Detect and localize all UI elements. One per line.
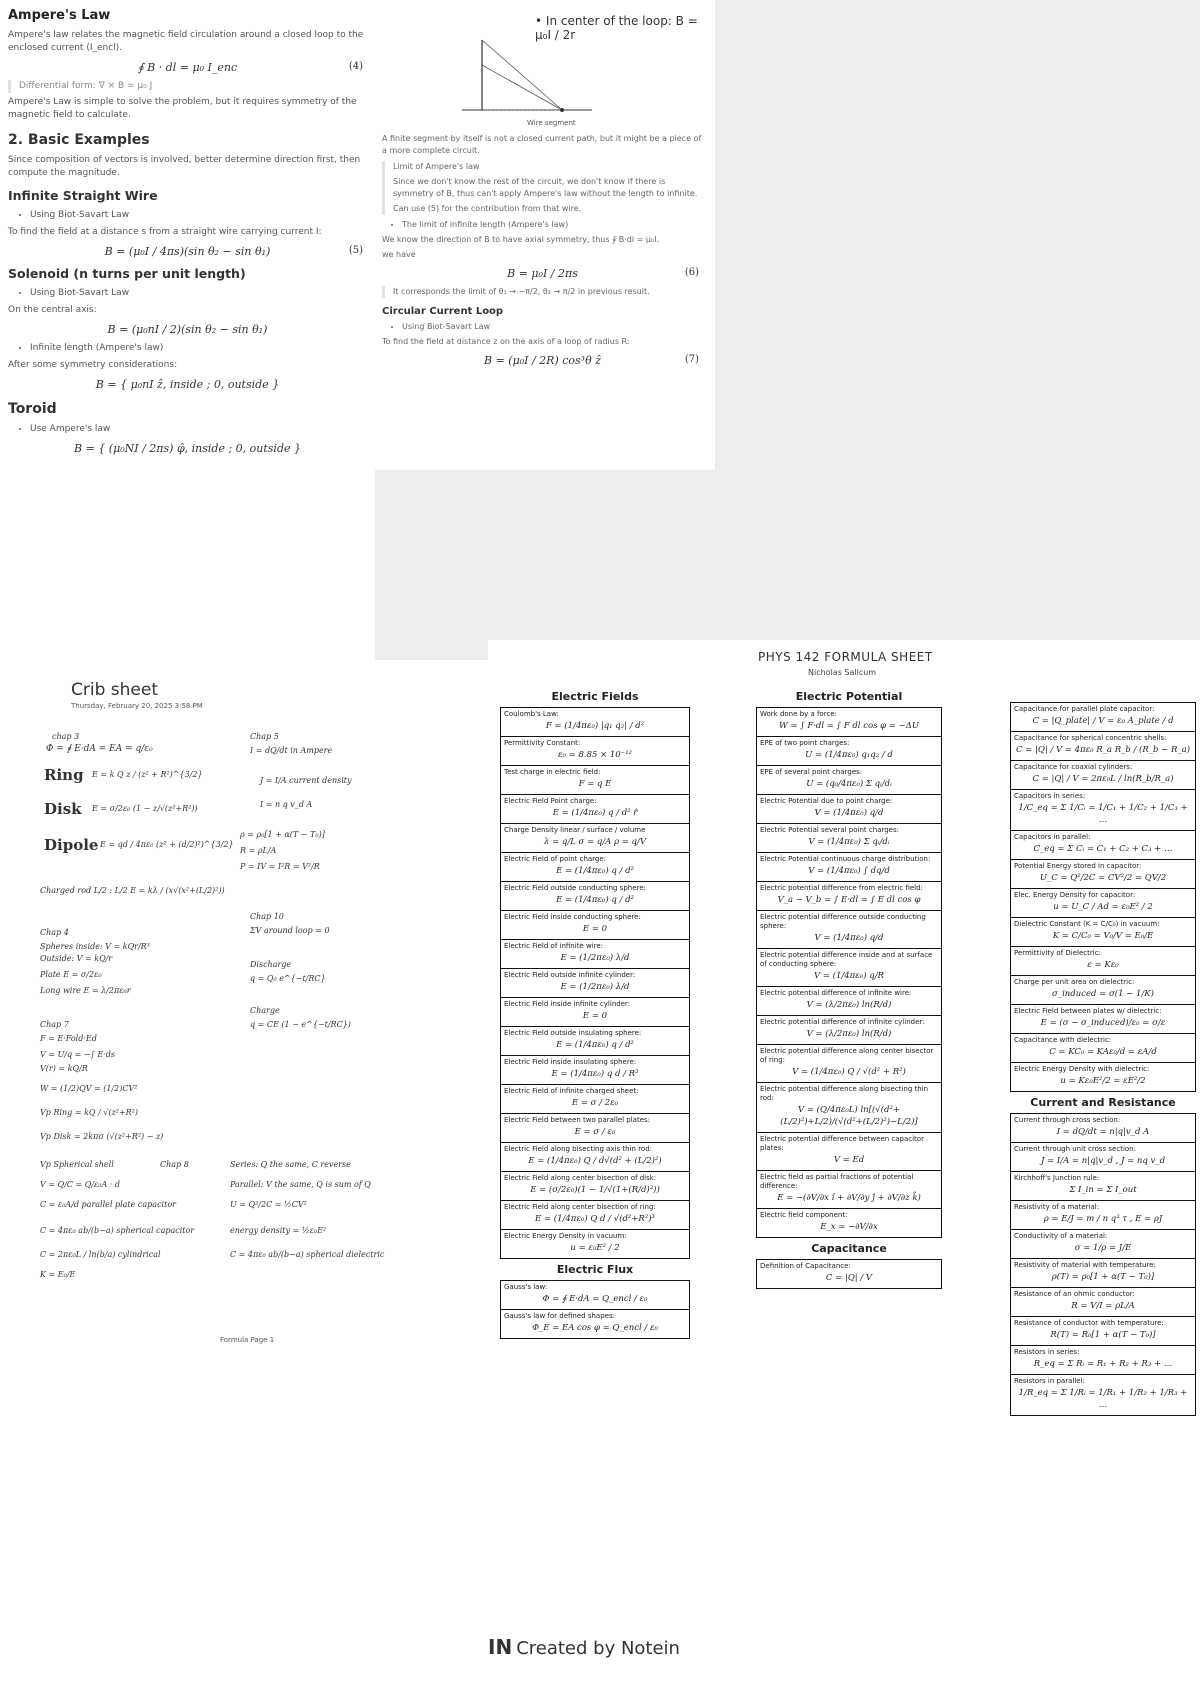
electric-flux-box xyxy=(500,1280,690,1339)
formula-label: Electric Energy Density in vacuum: xyxy=(504,1232,627,1240)
heading-circular-loop: Circular Current Loop xyxy=(382,306,504,317)
formula-expression: E = (1/4πε₀) q d / R³ xyxy=(551,1069,639,1079)
formula-label: Resistors in parallel: xyxy=(1014,1377,1085,1385)
handwritten-ring: Ring xyxy=(44,766,84,784)
formula-label: Capacitance with dielectric: xyxy=(1014,1036,1112,1044)
formula-row xyxy=(757,911,941,949)
handwritten-k: K = E₀/E xyxy=(40,1270,76,1279)
handwritten-vp-disk: Vp Disk = 2kπσ (√(z²+R²) − z) xyxy=(40,1132,164,1141)
formula-label: Resistivity of material with temperature: xyxy=(1014,1261,1156,1269)
equation-4: ∮ B · dl = μ₀ I_enc (4) xyxy=(137,61,363,74)
handwritten-plate: Plate E = σ/2ε₀ xyxy=(40,970,102,979)
formula-label: Permittivity Constant: xyxy=(504,739,581,747)
formula-expression: C = |Q| / V = 2πε₀L / ln(R_b/R_a) xyxy=(1032,774,1174,784)
heading-capacitance: Capacitance xyxy=(811,1242,887,1255)
handwritten-chap3: chap 3 xyxy=(52,732,80,741)
formula-row xyxy=(501,940,689,969)
formula-label: Coulomb's Law: xyxy=(504,710,559,718)
handwritten-c-sphere: C = 4πε₀ ab/(b−a) spherical dielectric xyxy=(230,1250,385,1259)
formula-row xyxy=(757,1045,941,1083)
formula-expression: I = dQ/dt = n|q|v_d A xyxy=(1056,1127,1150,1137)
formula-row xyxy=(1011,1172,1195,1201)
handwritten-spherical: C = 4πε₀ ab/(b−a) spherical capacitor xyxy=(40,1226,195,1235)
notein-watermark: IN Created by Notein xyxy=(488,1635,680,1659)
handwritten-disk: Disk xyxy=(44,800,82,818)
formula-row xyxy=(1011,1114,1195,1143)
handwritten-vp-ring: Vp Ring = kQ / √(z²+R²) xyxy=(40,1108,138,1117)
formula-expression: E = σ / ε₀ xyxy=(574,1127,616,1137)
formula-row xyxy=(1011,790,1195,831)
formula-expression: 1/R_eq = Σ 1/Rᵢ = 1/R₁ + 1/R₂ + 1/R₃ + … xyxy=(1018,1388,1188,1410)
crib-sheet-date: Thursday, February 20, 2025 3:58 PM xyxy=(71,702,203,710)
equation-7: B = (μ₀I / 2R) cos³θ ẑ (7) xyxy=(483,354,699,367)
handwritten-current: I = dQ/dt in Ampere xyxy=(250,746,333,755)
formula-label: Electric Potential several point charges: xyxy=(760,826,899,834)
formula-label: Electric Field inside conducting sphere: xyxy=(504,913,641,921)
formula-row xyxy=(1011,1288,1195,1317)
formula-row xyxy=(501,1310,689,1338)
formula-row xyxy=(757,1016,941,1045)
heading-current-resistance: Current and Resistance xyxy=(1030,1096,1176,1109)
formula-expression: E = (1/2πε₀) λ/d xyxy=(560,953,630,963)
handwritten-long-wire: Long wire E = λ/2πε₀r xyxy=(40,986,131,995)
formula-label: Electric Field of infinite charged sheet: xyxy=(504,1087,639,1095)
formula-label: Electric Energy Density with dielectric: xyxy=(1014,1065,1150,1073)
callout-limit-amperes xyxy=(382,161,703,215)
formula-expression: E = (1/4πε₀) q / d² xyxy=(556,866,634,876)
formula-expression: ρ = E/J = m / n q² τ , E = ρJ xyxy=(1043,1214,1163,1224)
formula-row xyxy=(501,1172,689,1201)
formula-label: Electric Field along bisecting axis thin rod: xyxy=(504,1145,652,1153)
formula-label: Resistance of an ohmic conductor: xyxy=(1014,1290,1135,1298)
handwritten-parallel: Parallel: V the same, Q is sum of Q xyxy=(230,1180,371,1189)
handwritten-chap8: Chap 8 xyxy=(160,1160,189,1169)
formula-expression: V = (λ/2πε₀) ln(R/d) xyxy=(806,1029,892,1039)
crib-sheet-title: Crib sheet xyxy=(71,680,158,700)
formula-row xyxy=(1011,1034,1195,1063)
formula-row xyxy=(1011,1375,1195,1415)
formula-expression: ε₀ = 8.85 × 10⁻¹² xyxy=(557,750,633,760)
column-electric-potential xyxy=(756,690,942,1289)
formula-row xyxy=(1011,732,1195,761)
solenoid-equation: B = (μ₀nI / 2)(sin θ₂ − sin θ₁) xyxy=(107,323,268,336)
formula-expression: Φ_E = EA cos φ = Q_encl / ε₀ xyxy=(532,1323,658,1333)
bullet-use-amperes-law: • Use Ampere's law xyxy=(30,423,367,436)
formula-expression: u = U_C / Ad = ε₀E² / 2 xyxy=(1053,902,1153,912)
formula-row xyxy=(501,998,689,1027)
formula-expression: ρ(T) = ρ₀[1 + α(T − T₀)] xyxy=(1051,1272,1155,1282)
handwritten-drift: I = n q v_d A xyxy=(260,800,313,809)
handwritten-dipole: Dipole xyxy=(44,836,99,854)
formula-label: Electric Field inside insulating sphere: xyxy=(504,1058,637,1066)
formula-label: Electric potential difference along bisecting thin rod: xyxy=(760,1085,929,1102)
callout-footer: Can use (5) for the contribution from that wire. xyxy=(393,204,582,213)
formula-label: Gauss's law: xyxy=(504,1283,548,1291)
formula-label: Capacitors in series: xyxy=(1014,792,1086,800)
we-have-text: we have xyxy=(382,250,416,259)
formula-expression: 1/C_eq = Σ 1/Cᵢ = 1/C₁ + 1/C₂ + 1/C₃ + … xyxy=(1018,803,1188,825)
formula-expression: E = (σ/2ε₀)(1 − 1/√(1+(R/d)²)) xyxy=(530,1185,660,1195)
formula-label: Electric field as partial fractions of potential difference: xyxy=(760,1173,914,1190)
formula-label: Permittivity of Dielectric: xyxy=(1014,949,1101,957)
formula-label: Work done by a force: xyxy=(760,710,837,718)
column-electric-fields xyxy=(500,690,690,1339)
formula-row xyxy=(501,795,689,824)
formula-expression: u = ε₀E² / 2 xyxy=(570,1243,620,1253)
formula-row xyxy=(1011,1346,1195,1375)
formula-label: Electric field component: xyxy=(760,1211,848,1219)
formula-row xyxy=(757,1260,941,1288)
formula-expression: U = (q₀/4πε₀) Σ qᵢ/dᵢ xyxy=(806,779,892,789)
formula-expression: K = C/C₀ = V₀/V = E₀/E xyxy=(1052,931,1154,941)
capacitance-definition-box xyxy=(756,1259,942,1289)
notein-logo-icon: IN xyxy=(488,1635,513,1659)
handwritten-potential: V = U/q = −∫ E·ds xyxy=(40,1050,115,1059)
heading-infinite-wire: Infinite Straight Wire xyxy=(8,188,158,203)
handwritten-series: Series: Q the same, C reverse xyxy=(230,1160,351,1169)
callout-body: Since we don't know the rest of the circuit, we don't know if there is symmetry of B, thus can't apply Ampere's law without the length to infinite. xyxy=(393,177,698,198)
formula-expression: U_C = Q²/2C = CV²/2 = QV/2 xyxy=(1039,873,1167,883)
formula-expression: E = (1/4πε₀) q / d² xyxy=(556,1040,634,1050)
formula-expression: E = (1/4πε₀) q / d² xyxy=(556,895,634,905)
formula-row xyxy=(757,708,941,737)
formula-row xyxy=(501,1201,689,1230)
handwritten-v-r: V(r) = kQ/R xyxy=(40,1064,88,1073)
handwritten-spheres: Spheres inside: V = kQr/R³ xyxy=(40,942,150,951)
handwritten-resistance: R = ρL/A xyxy=(240,846,277,855)
formula-label: Charge Density linear / surface / volume xyxy=(504,826,646,834)
formula-row xyxy=(501,1027,689,1056)
handwritten-charge-eq: q = CE (1 − e^{−t/RC}) xyxy=(250,1020,351,1029)
formula-label: Electric potential difference between capacitor plates: xyxy=(760,1135,924,1152)
handwritten-discharge-eq: q = Q₀ e^{−t/RC} xyxy=(250,974,326,983)
formula-row xyxy=(1011,889,1195,918)
handwritten-resistivity: ρ = ρ₀[1 + α(T − T₀)] xyxy=(240,830,325,839)
handwritten-kirchhoff: ΣV around loop = 0 xyxy=(250,926,330,935)
formula-row xyxy=(501,911,689,940)
bullet-infinite-length: • Infinite length (Ampere's law) xyxy=(30,342,367,355)
solenoid-text: On the central axis: xyxy=(8,305,97,315)
callout-title: Limit of Ampere's law xyxy=(393,162,480,171)
handwritten-current-density: J = I/A current density xyxy=(260,776,352,785)
formula-row xyxy=(501,1143,689,1172)
handwritten-flux: Φ = ∮ E·dA = EA = q/ε₀ xyxy=(46,744,153,754)
bullet-biot-savart: • Using Biot-Savart Law xyxy=(30,209,367,222)
center-of-loop-bullet: • In center of the loop: B = μ₀I / 2r xyxy=(535,14,698,42)
formula-expression: ε = Kε₀ xyxy=(1087,960,1119,970)
formula-row xyxy=(501,1085,689,1114)
formula-expression: E = 0 xyxy=(582,924,608,934)
formula-row xyxy=(757,1083,941,1133)
formula-row xyxy=(1011,947,1195,976)
formula-expression: E_x = −∂V/∂x xyxy=(820,1222,878,1232)
formula-expression: E = −(∂V/∂x î + ∂V/∂y ĵ + ∂V/∂z k̂) xyxy=(777,1193,921,1203)
handwritten-dipole-eq: E = qd / 4πε₀ (z² + (d/2)²)^{3/2} xyxy=(100,840,234,849)
formula-expression: C = |Q| / V = 4πε₀ R_a R_b / (R_b − R_a) xyxy=(1015,745,1191,755)
formula-expression: U = (1/4πε₀) q₁q₂ / d xyxy=(805,750,893,760)
formula-label: EPE of two point charges: xyxy=(760,739,850,747)
formula-expression: C_eq = Σ Cᵢ = C₁ + C₂ + C₃ + … xyxy=(1033,844,1173,854)
heading-solenoid: Solenoid (n turns per unit length) xyxy=(8,266,246,281)
formula-row xyxy=(501,766,689,795)
handwritten-power: P = IV = I²R = V²/R xyxy=(240,862,320,871)
formula-row xyxy=(757,1171,941,1209)
formula-expression: E = (1/2πε₀) λ/d xyxy=(560,982,630,992)
column-capacitance xyxy=(1010,702,1196,1416)
formula-label: Electric Field outside infinite cylinder: xyxy=(504,971,636,979)
formula-row xyxy=(501,1114,689,1143)
heading-electric-fields: Electric Fields xyxy=(551,690,639,703)
equation-5: B = (μ₀I / 4πs)(sin θ₂ − sin θ₁) (5) xyxy=(104,245,363,258)
loop-text: To find the field at distance z on the axis of a loop of radius R: xyxy=(382,337,630,346)
formula-expression: V = (λ/2πε₀) ln(R/d) xyxy=(806,1000,892,1010)
solenoid-equation-2: B = { μ₀nI ẑ, inside ; 0, outside } xyxy=(95,378,280,391)
formula-label: Electric Field between plates w/ dielectric: xyxy=(1014,1007,1162,1015)
formula-row xyxy=(757,795,941,824)
formula-row xyxy=(757,853,941,882)
formula-row xyxy=(757,949,941,987)
formula-row xyxy=(1011,1201,1195,1230)
handwritten-ring-eq: E = k Q z / (z² + R²)^{3/2} xyxy=(92,770,203,779)
handwritten-capacitance: V = Q/C = Q/ε₀A · d xyxy=(40,1180,121,1189)
formula-row xyxy=(501,708,689,737)
formula-expression: σ = 1/ρ = J/E xyxy=(1074,1243,1132,1253)
formula-expression: σ_induced = σ(1 − 1/K) xyxy=(1052,989,1154,999)
formula-row xyxy=(501,882,689,911)
formula-label: Capacitance for spherical concentric shells: xyxy=(1014,734,1167,742)
formula-row xyxy=(1011,1143,1195,1172)
formula-label: Electric Field along center bisection of disk: xyxy=(504,1174,657,1182)
limit-note: It corresponds the limit of θ₁ → −π/2, θ₂ → π/2 in previous result. xyxy=(382,286,703,298)
toroid-equation: B = { (μ₀NI / 2πs) φ̂, inside ; 0, outside } xyxy=(73,442,301,455)
formula-expression: E = (1/4πε₀) Q d / √(d²+R²)³ xyxy=(535,1214,655,1224)
formula-sheet-page xyxy=(488,640,1200,1698)
formula-label: Electric Field of point charge: xyxy=(504,855,607,863)
formula-expression: V = (1/4πε₀) q/d xyxy=(814,933,884,943)
formula-label: Electric Potential continuous charge distribution: xyxy=(760,855,931,863)
formula-expression: W = ∫ F·dl = ∫ F dl cos φ = −ΔU xyxy=(778,721,920,731)
handwritten-chap5: Chap 5 xyxy=(250,732,279,741)
formula-label: Electric Field between two parallel plates: xyxy=(504,1116,651,1124)
formula-row xyxy=(501,1281,689,1310)
handwritten-u: U = Q²/2C = ½CV² xyxy=(230,1200,307,1209)
handwritten-charge: Charge xyxy=(250,1006,280,1015)
formula-label: Electric Field along center bisection of ring: xyxy=(504,1203,656,1211)
heading-electric-flux: Electric Flux xyxy=(556,1263,634,1276)
formula-label: Kirchhoff's Junction rule: xyxy=(1014,1174,1100,1182)
formula-row xyxy=(1011,761,1195,790)
formula-label: Current through unit cross section: xyxy=(1014,1145,1136,1153)
formula-label: Electric potential difference from electric field: xyxy=(760,884,923,892)
formula-expression: λ = q/L σ = q/A ρ = q/V xyxy=(543,837,646,847)
formula-row xyxy=(1011,976,1195,1005)
handwritten-chap7: Chap 7 xyxy=(40,1020,69,1029)
formula-label: Capacitance for coaxial cylinders: xyxy=(1014,763,1133,771)
formula-label: Electric potential difference of infinite wire: xyxy=(760,989,912,997)
formula-expression: E = (1/4πε₀) Q / d√(d² + (L/2)²) xyxy=(528,1156,662,1166)
handwritten-energy-density: energy density = ½ε₀E² xyxy=(230,1226,327,1235)
formula-expression: V = Ed xyxy=(833,1155,865,1165)
handwritten-discharge: Discharge xyxy=(250,960,292,969)
axial-symmetry-text: We know the direction of B to have axial symmetry, thus ∮ B·dl = μ₀I. xyxy=(382,235,660,244)
bullet-limit-infinite: • The limit of infinite length (Ampere's law) xyxy=(402,219,703,231)
formula-label: Charge per unit area on dielectric: xyxy=(1014,978,1135,986)
notes-page-examples xyxy=(370,0,715,470)
section-heading-basic-examples: 2. Basic Examples xyxy=(8,132,150,148)
formula-label: Electric Field outside conducting sphere: xyxy=(504,884,646,892)
finite-segment-text: A finite segment by itself is not a closed current path, but it might be a piece of a more complete circuit. xyxy=(382,134,702,155)
formula-expression: E = (1/4πε₀) q / d² r̂ xyxy=(552,808,638,818)
formula-expression: E = σ / 2ε₀ xyxy=(571,1098,619,1108)
formula-row xyxy=(1011,1230,1195,1259)
formula-label: Electric potential difference inside and at surface of conducting sphere: xyxy=(760,951,933,968)
crib-sheet-page xyxy=(0,660,488,1698)
formula-row xyxy=(1011,918,1195,947)
formula-label: Resistivity of a material: xyxy=(1014,1203,1100,1211)
electric-fields-box xyxy=(500,707,690,1259)
formula-label: Electric Field inside infinite cylinder: xyxy=(504,1000,631,1008)
formula-expression: J = I/A = n|q|v_d , J = nq v_d xyxy=(1040,1156,1166,1166)
heading-toroid: Toroid xyxy=(8,401,57,417)
formula-row xyxy=(757,882,941,911)
formula-expression: R = V/I = ρL/A xyxy=(1071,1301,1135,1311)
formula-row xyxy=(757,766,941,795)
formula-expression: V_a − V_b = ∫ E·dl = ∫ E dl cos φ xyxy=(777,895,921,905)
electric-potential-box xyxy=(756,707,942,1238)
formula-expression: F = q E xyxy=(578,779,612,789)
handwritten-chap4: Chap 4 xyxy=(40,928,69,937)
formula-row xyxy=(501,824,689,853)
bullet-biot-savart-loop: • Using Biot-Savart Law xyxy=(402,321,703,333)
formula-label: Capacitors in parallel: xyxy=(1014,833,1091,841)
formula-label: Electric potential difference of infinite cylinder: xyxy=(760,1018,925,1026)
wire-text: To find the field at a distance s from a straight wire carrying current I: xyxy=(8,227,322,237)
formula-row xyxy=(501,853,689,882)
formula-label: Capacitance for parallel plate capacitor: xyxy=(1014,705,1155,713)
formula-row xyxy=(757,1133,941,1171)
formula-page-label: Formula Page 1 xyxy=(220,1336,275,1344)
formula-row xyxy=(501,1230,689,1258)
formula-row xyxy=(501,969,689,998)
formula-label: EPE of several point charges: xyxy=(760,768,863,776)
formula-label: Gauss's law for defined shapes: xyxy=(504,1312,615,1320)
formula-row xyxy=(1011,703,1195,732)
formula-label: Electric Field of infinite wire: xyxy=(504,942,604,950)
formula-expression: C = |Q_plate| / V = ε₀ A_plate / d xyxy=(1032,716,1174,726)
formula-label: Test charge in electric field: xyxy=(504,768,601,776)
handwritten-e-field: F = E·Fold·Ed xyxy=(40,1034,97,1043)
formula-label: Electric potential difference outside conducting sphere: xyxy=(760,913,926,930)
formula-row xyxy=(757,1209,941,1237)
differential-form-note: Differential form: ∇ × B = μ₀ J xyxy=(8,80,367,93)
formula-row xyxy=(1011,1317,1195,1346)
handwritten-sphere-shell: Vp Spherical shell xyxy=(40,1160,114,1169)
formula-expression: Φ = ∮ E·dA = Q_encl / ε₀ xyxy=(542,1294,648,1304)
handwritten-outside: Outside: V = kQ/r xyxy=(40,954,113,963)
handwritten-w: W = (1/2)QV = (1/2)CV² xyxy=(40,1084,138,1093)
formula-expression: R(T) = R₀[1 + α(T − T₀)] xyxy=(1050,1330,1156,1340)
equation-6: B = μ₀I / 2πs (6) xyxy=(507,267,699,280)
wire-segment-label: Wire segment xyxy=(527,119,576,127)
formula-label: Electric Field outside insulating sphere: xyxy=(504,1029,642,1037)
basic-examples-intro: Since composition of vectors is involved, better determine direction first, then compute the magnitude. xyxy=(8,155,361,178)
formula-expression: C = |Q| / V xyxy=(825,1273,873,1283)
formula-label: Elec. Energy Density for capacitor: xyxy=(1014,891,1136,899)
formula-row xyxy=(757,737,941,766)
formula-expression: R_eq = Σ Rᵢ = R₁ + R₂ + R₃ + … xyxy=(1033,1359,1173,1369)
capacitance-box xyxy=(1010,702,1196,1092)
formula-expression: V = (1/4πε₀) q/R xyxy=(814,971,884,981)
formula-row xyxy=(501,1056,689,1085)
formula-expression: V = (1/4πε₀) Q / √(d² + R²) xyxy=(792,1067,906,1077)
amperes-law-intro: Ampere's law relates the magnetic field circulation around a closed loop to the enclosed current (I_encl). xyxy=(8,30,364,53)
formula-row xyxy=(1011,1005,1195,1034)
formula-label: Resistance of conductor with temperature: xyxy=(1014,1319,1164,1327)
formula-expression: V = (Q/4πε₀L) ln[(√(d²+(L/2)²)+L/2)/(√(d²+(L/2)²)−L/2)] xyxy=(780,1105,918,1127)
formula-row xyxy=(1011,1259,1195,1288)
notes-page-amperes-law xyxy=(0,0,375,660)
formula-row xyxy=(1011,860,1195,889)
formula-label: Electric potential difference along center bisector of ring: xyxy=(760,1047,934,1064)
formula-label: Dielectric Constant (K = C/C₀) in vacuum: xyxy=(1014,920,1160,928)
handwritten-chap10: Chap 10 xyxy=(250,912,284,921)
formula-label: Definition of Capacitance: xyxy=(760,1262,851,1270)
formula-row xyxy=(1011,1063,1195,1091)
section-title-amperes-law: Ampere's Law xyxy=(8,8,111,23)
handwritten-charged-rod: Charged rod L/2 : L/2 E = kλ / (x√(x²+(L/2)²)) xyxy=(40,886,225,895)
formula-expression: Σ I_in = Σ I_out xyxy=(1069,1185,1137,1195)
formula-row xyxy=(501,737,689,766)
formula-sheet-author: Nicholas Sallcum xyxy=(808,668,877,677)
formula-row xyxy=(1011,831,1195,860)
formula-label: Resistors in series: xyxy=(1014,1348,1080,1356)
formula-expression: V = (1/4πε₀) q/d xyxy=(814,808,884,818)
formula-sheet-title: PHYS 142 FORMULA SHEET xyxy=(758,650,933,664)
heading-electric-potential: Electric Potential xyxy=(795,690,903,703)
formula-row xyxy=(757,824,941,853)
solenoid-text-2: After some symmetry considerations: xyxy=(8,360,178,370)
formula-expression: C = KC₀ = KAε₀/d = εA/d xyxy=(1049,1047,1157,1057)
amperes-law-note: Ampere's Law is simple to solve the problem, but it requires symmetry of the magnetic field to calculate. xyxy=(8,97,357,120)
formula-label: Potential Energy stored in capacitor: xyxy=(1014,862,1142,870)
handwritten-disk-eq: E = σ/2ε₀ (1 − z/√(z²+R²)) xyxy=(92,804,198,813)
formula-expression: V = (1/4πε₀) ∫ dq/d xyxy=(808,866,890,876)
current-resistance-box xyxy=(1010,1113,1196,1416)
formula-label: Electric Potential due to point charge: xyxy=(760,797,893,805)
bullet-biot-savart-solenoid: • Using Biot-Savart Law xyxy=(30,287,367,300)
formula-label: Current through cross section: xyxy=(1014,1116,1121,1124)
formula-expression: V = (1/4πε₀) Σ qᵢ/dᵢ xyxy=(808,837,890,847)
formula-expression: u = Kε₀E²/2 = εE²/2 xyxy=(1060,1076,1146,1086)
formula-row xyxy=(757,987,941,1016)
handwritten-parallel-plate: C = ε₀A/d parallel plate capacitor xyxy=(40,1200,176,1209)
handwritten-cylinder: C = 2πε₀L / ln(b/a) cylindrical xyxy=(40,1250,161,1259)
formula-label: Electric Field Point charge: xyxy=(504,797,597,805)
formula-expression: F = (1/4πε₀) |q₁ q₂| / d² xyxy=(545,721,645,731)
formula-label: Conductivity of a material: xyxy=(1014,1232,1108,1240)
formula-expression: E = 0 xyxy=(582,1011,608,1021)
formula-expression: E = (σ − σ_induced)/ε₀ = σ/ε xyxy=(1040,1018,1166,1028)
